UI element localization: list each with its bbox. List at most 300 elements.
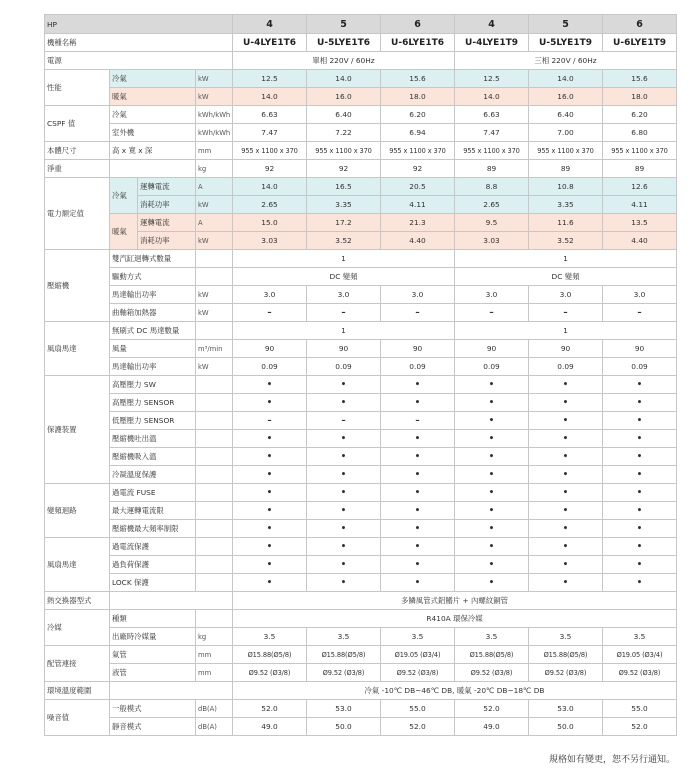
section-label: 風扇馬達 — [45, 322, 110, 376]
empty-cell — [110, 682, 233, 700]
table-row — [45, 664, 677, 682]
unit-cell — [196, 466, 233, 484]
table-row — [45, 52, 677, 70]
sub-label: LOCK 保護 — [110, 574, 196, 592]
value-cell: 4.40 — [603, 232, 677, 250]
value-cell: 7.22 — [307, 124, 381, 142]
table-row — [45, 538, 677, 556]
unit-cell — [196, 520, 233, 538]
section-label: 風扇馬達 — [45, 538, 110, 592]
value-cell: 92 — [233, 160, 307, 178]
value-cell: • — [455, 484, 529, 502]
unit-cell: kWh/kWh — [196, 124, 233, 142]
sub-label: 液管 — [110, 664, 196, 682]
value-cell: • — [233, 538, 307, 556]
value-cell: 20.5 — [381, 178, 455, 196]
value-cell: 多鱗風管式鋁鰭片 + 內螺紋銅管 — [233, 592, 677, 610]
unit-cell: kg — [196, 628, 233, 646]
table-row — [45, 196, 677, 214]
value-cell: • — [455, 394, 529, 412]
value-cell: • — [603, 394, 677, 412]
value-cell: Ø9.52 (Ø3/8) — [307, 664, 381, 682]
power-t9: 三相 220V / 60Hz — [455, 52, 677, 70]
value-cell: • — [455, 448, 529, 466]
table-row — [45, 412, 677, 430]
unit-cell — [196, 556, 233, 574]
value-cell: 21.3 — [381, 214, 455, 232]
power-t6: 單相 220V / 60Hz — [233, 52, 455, 70]
value-cell: • — [233, 376, 307, 394]
unit-cell: A — [196, 214, 233, 232]
unit-cell: mm — [196, 142, 233, 160]
unit-cell — [196, 268, 233, 286]
unit-cell — [196, 250, 233, 268]
value-cell: • — [381, 556, 455, 574]
value-cell: 4.11 — [603, 196, 677, 214]
value-cell: 89 — [455, 160, 529, 178]
value-cell: • — [603, 520, 677, 538]
value-cell: • — [529, 412, 603, 430]
value-cell: • — [381, 574, 455, 592]
value-cell: 13.5 — [603, 214, 677, 232]
table-row — [45, 466, 677, 484]
unit-cell — [196, 610, 233, 628]
section-label: 電源 — [45, 52, 233, 70]
value-cell: 5 — [307, 15, 381, 34]
sub-label: 靜音模式 — [110, 718, 196, 736]
model-label: 機種名稱 — [45, 34, 233, 52]
value-cell: 7.47 — [233, 124, 307, 142]
sub-label: 一般模式 — [110, 700, 196, 718]
sub-label: 暖氣 — [110, 88, 196, 106]
table-row — [45, 268, 677, 286]
value-cell: 3.5 — [233, 628, 307, 646]
unit-cell — [196, 430, 233, 448]
sub-label: 馬達輸出功率 — [110, 358, 196, 376]
table-row — [45, 250, 677, 268]
table-row — [45, 358, 677, 376]
value-cell: • — [307, 556, 381, 574]
table-row — [45, 682, 677, 700]
value-cell: • — [233, 574, 307, 592]
value-cell: • — [307, 376, 381, 394]
sub-label: 過電流 FUSE — [110, 484, 196, 502]
sub-label: 消耗功率 — [138, 232, 196, 250]
unit-cell — [196, 394, 233, 412]
sub-label: 壓縮機吸入溫 — [110, 448, 196, 466]
value-cell: 3.0 — [233, 286, 307, 304]
value-cell: 5 — [529, 15, 603, 34]
value-cell: 4.11 — [381, 196, 455, 214]
value-cell: 3.35 — [307, 196, 381, 214]
value-cell: • — [603, 412, 677, 430]
value-cell: • — [233, 430, 307, 448]
unit-cell: kW — [196, 232, 233, 250]
value-cell: 49.0 — [233, 718, 307, 736]
value-cell: 0.09 — [455, 358, 529, 376]
value-cell: U-5LYE1T9 — [529, 34, 603, 52]
unit-cell — [196, 574, 233, 592]
value-cell: 18.0 — [381, 88, 455, 106]
value-cell: • — [455, 556, 529, 574]
value-cell: U-4LYE1T6 — [233, 34, 307, 52]
value-cell: 3.0 — [307, 286, 381, 304]
value-cell: • — [529, 394, 603, 412]
value-cell: 0.09 — [381, 358, 455, 376]
value-cell: 3.5 — [307, 628, 381, 646]
value-cell: • — [381, 502, 455, 520]
table-row — [45, 178, 677, 196]
value-cell: • — [455, 538, 529, 556]
value-cell: 8.8 — [455, 178, 529, 196]
value-cell: 50.0 — [307, 718, 381, 736]
sub-label: 低壓壓力 SENSOR — [110, 412, 196, 430]
value-cell: 90 — [455, 340, 529, 358]
value-cell: • — [529, 556, 603, 574]
sub-label: 曲軸箱加熱器 — [110, 304, 196, 322]
sub-label: 消耗功率 — [138, 196, 196, 214]
value-cell: 3.03 — [455, 232, 529, 250]
value-cell: • — [455, 574, 529, 592]
value-cell: 90 — [307, 340, 381, 358]
table-row — [45, 232, 677, 250]
sub-label: 驅動方式 — [110, 268, 196, 286]
sub-label: 冷氣 — [110, 178, 138, 214]
table-row — [45, 718, 677, 736]
table-row — [45, 484, 677, 502]
unit-cell: kW — [196, 286, 233, 304]
value-cell: • — [307, 502, 381, 520]
table-row — [45, 142, 677, 160]
value-cell: 52.0 — [233, 700, 307, 718]
unit-cell: A — [196, 178, 233, 196]
value-cell: 92 — [307, 160, 381, 178]
value-cell: 90 — [529, 340, 603, 358]
value-cell: Ø19.05 (Ø3/4) — [381, 646, 455, 664]
table-row — [45, 502, 677, 520]
table-row — [45, 34, 677, 52]
sub-label: 室外機 — [110, 124, 196, 142]
value-cell: • — [455, 430, 529, 448]
value-cell: 3.5 — [529, 628, 603, 646]
value-cell: 90 — [233, 340, 307, 358]
sub-label: 壓縮機吐出溫 — [110, 430, 196, 448]
value-cell: • — [233, 520, 307, 538]
value-cell: 12.5 — [233, 70, 307, 88]
value-cell: • — [603, 502, 677, 520]
value-cell: – — [233, 412, 307, 430]
value-cell: 14.0 — [233, 88, 307, 106]
value-cell: 53.0 — [529, 700, 603, 718]
value-cell: 6 — [381, 15, 455, 34]
value-cell: • — [381, 466, 455, 484]
value-cell: • — [381, 430, 455, 448]
value-cell: • — [307, 430, 381, 448]
sub-label: 種類 — [110, 610, 196, 628]
table-row — [45, 15, 677, 34]
value-cell: DC 變頻 — [455, 268, 677, 286]
value-cell: • — [455, 502, 529, 520]
empty-cell — [110, 160, 196, 178]
value-cell: • — [603, 448, 677, 466]
value-cell: • — [455, 376, 529, 394]
unit-cell — [196, 412, 233, 430]
value-cell: • — [233, 394, 307, 412]
value-cell: • — [603, 484, 677, 502]
table-row — [45, 160, 677, 178]
table-row — [45, 70, 677, 88]
value-cell: 955 x 1100 x 370 — [381, 142, 455, 160]
value-cell: • — [381, 394, 455, 412]
value-cell: • — [307, 448, 381, 466]
value-cell: 0.09 — [233, 358, 307, 376]
section-label: 冷媒 — [45, 610, 110, 646]
value-cell: 3.5 — [381, 628, 455, 646]
value-cell: 12.6 — [603, 178, 677, 196]
value-cell: U-6LYE1T9 — [603, 34, 677, 52]
value-cell: 3.5 — [603, 628, 677, 646]
value-cell: Ø15.88(Ø5/8) — [233, 646, 307, 664]
sub-label: 運轉電流 — [138, 214, 196, 232]
sub-label: 高壓壓力 SW — [110, 376, 196, 394]
unit-cell: kW — [196, 358, 233, 376]
sub-label: 過電流保護 — [110, 538, 196, 556]
value-cell: Ø15.88(Ø5/8) — [307, 646, 381, 664]
section-label: 變頻迴路 — [45, 484, 110, 538]
value-cell: • — [529, 520, 603, 538]
value-cell: • — [381, 484, 455, 502]
value-cell: 4 — [233, 15, 307, 34]
unit-cell: dB(A) — [196, 718, 233, 736]
value-cell: 55.0 — [603, 700, 677, 718]
value-cell: – — [603, 304, 677, 322]
value-cell: 3.35 — [529, 196, 603, 214]
unit-cell: kW — [196, 88, 233, 106]
value-cell: 6.40 — [529, 106, 603, 124]
empty-cell — [110, 592, 233, 610]
table-row — [45, 700, 677, 718]
value-cell: 0.09 — [603, 358, 677, 376]
value-cell: 3.0 — [529, 286, 603, 304]
table-row — [45, 376, 677, 394]
value-cell: 89 — [529, 160, 603, 178]
table-row — [45, 340, 677, 358]
table-row — [45, 556, 677, 574]
unit-cell: mm — [196, 646, 233, 664]
section-label: CSPF 值 — [45, 106, 110, 142]
value-cell: 9.5 — [455, 214, 529, 232]
unit-cell — [196, 484, 233, 502]
value-cell: • — [603, 556, 677, 574]
value-cell: • — [307, 394, 381, 412]
section-label: 本體尺寸 — [45, 142, 110, 160]
value-cell: 7.47 — [455, 124, 529, 142]
value-cell: 3.0 — [455, 286, 529, 304]
value-cell: 1 — [233, 322, 455, 340]
value-cell: 955 x 1100 x 370 — [233, 142, 307, 160]
sub-label: 風量 — [110, 340, 196, 358]
value-cell: 6.20 — [381, 106, 455, 124]
value-cell: 6.63 — [455, 106, 529, 124]
value-cell: 15.6 — [381, 70, 455, 88]
value-cell: 53.0 — [307, 700, 381, 718]
table-row — [45, 628, 677, 646]
value-cell: • — [307, 574, 381, 592]
value-cell: • — [381, 520, 455, 538]
section-label: 壓縮機 — [45, 250, 110, 322]
sub-label: 運轉電流 — [138, 178, 196, 196]
value-cell: Ø15.88(Ø5/8) — [455, 646, 529, 664]
unit-cell: mm — [196, 664, 233, 682]
section-label: 淨重 — [45, 160, 110, 178]
value-cell: 6.40 — [307, 106, 381, 124]
value-cell: • — [529, 466, 603, 484]
value-cell: 16.5 — [307, 178, 381, 196]
table-row — [45, 304, 677, 322]
sub-label: 過負荷保護 — [110, 556, 196, 574]
value-cell: 955 x 1100 x 370 — [529, 142, 603, 160]
sub-label: 壓縮機最大頻率制限 — [110, 520, 196, 538]
value-cell: 0.09 — [307, 358, 381, 376]
sub-label: 出廠時冷媒量 — [110, 628, 196, 646]
unit-cell: kg — [196, 160, 233, 178]
unit-cell: kWh/kWh — [196, 106, 233, 124]
section-label: 配管連接 — [45, 646, 110, 682]
value-cell: 7.00 — [529, 124, 603, 142]
value-cell: • — [603, 376, 677, 394]
value-cell: • — [233, 466, 307, 484]
sub-label: 馬達輸出功率 — [110, 286, 196, 304]
value-cell: 2.65 — [233, 196, 307, 214]
value-cell: • — [529, 502, 603, 520]
value-cell: 3.52 — [307, 232, 381, 250]
section-label: 性能 — [45, 70, 110, 106]
table-row — [45, 610, 677, 628]
value-cell: 3.03 — [233, 232, 307, 250]
value-cell: 6.20 — [603, 106, 677, 124]
value-cell: • — [307, 538, 381, 556]
value-cell: • — [603, 538, 677, 556]
spec-table — [44, 14, 677, 736]
value-cell: 92 — [381, 160, 455, 178]
value-cell: 6.80 — [603, 124, 677, 142]
sub-label: 最大運轉電流限 — [110, 502, 196, 520]
value-cell: – — [529, 304, 603, 322]
table-row — [45, 520, 677, 538]
value-cell: • — [529, 448, 603, 466]
table-row — [45, 106, 677, 124]
value-cell: 14.0 — [307, 70, 381, 88]
value-cell: 3.52 — [529, 232, 603, 250]
hp-label: HP — [45, 15, 233, 34]
sub-label: 冷氣 — [110, 70, 196, 88]
value-cell: U-6LYE1T6 — [381, 34, 455, 52]
value-cell: • — [529, 430, 603, 448]
sub-label: 高壓壓力 SENSOR — [110, 394, 196, 412]
value-cell: – — [307, 304, 381, 322]
value-cell: 17.2 — [307, 214, 381, 232]
unit-cell: dB(A) — [196, 700, 233, 718]
section-label: 熱交換器型式 — [45, 592, 110, 610]
value-cell: 52.0 — [603, 718, 677, 736]
value-cell: – — [381, 412, 455, 430]
value-cell: • — [603, 430, 677, 448]
value-cell: • — [603, 466, 677, 484]
value-cell: – — [307, 412, 381, 430]
unit-cell — [196, 502, 233, 520]
value-cell: 90 — [381, 340, 455, 358]
value-cell: 冷氣 -10℃ DB~46℃ DB, 暖氣 -20℃ DB~18℃ DB — [233, 682, 677, 700]
value-cell: 11.6 — [529, 214, 603, 232]
value-cell: 4.40 — [381, 232, 455, 250]
value-cell: 3.5 — [455, 628, 529, 646]
table-row — [45, 286, 677, 304]
value-cell: 6 — [603, 15, 677, 34]
footer-note: 規格如有變更，恕不另行通知。 — [548, 755, 675, 765]
value-cell: • — [381, 448, 455, 466]
value-cell: Ø9.52 (Ø3/8) — [381, 664, 455, 682]
value-cell: 15.0 — [233, 214, 307, 232]
value-cell: • — [529, 376, 603, 394]
value-cell: 1 — [233, 250, 455, 268]
table-row — [45, 322, 677, 340]
value-cell: – — [455, 304, 529, 322]
value-cell: 14.0 — [455, 88, 529, 106]
value-cell: 1 — [455, 250, 677, 268]
value-cell: • — [455, 520, 529, 538]
unit-cell: m³/min — [196, 340, 233, 358]
value-cell: • — [529, 574, 603, 592]
value-cell: • — [233, 556, 307, 574]
section-label: 電力額定值 — [45, 178, 110, 250]
value-cell: U-5LYE1T6 — [307, 34, 381, 52]
value-cell: • — [529, 484, 603, 502]
value-cell: 52.0 — [381, 718, 455, 736]
value-cell: 14.0 — [529, 70, 603, 88]
value-cell: R410A 環保冷媒 — [233, 610, 677, 628]
value-cell: 6.94 — [381, 124, 455, 142]
table-row — [45, 214, 677, 232]
unit-cell: kW — [196, 196, 233, 214]
value-cell: • — [381, 376, 455, 394]
section-label: 保護裝置 — [45, 376, 110, 484]
unit-cell — [196, 376, 233, 394]
section-label: 環境溫度範圍 — [45, 682, 110, 700]
section-label: 噪音值 — [45, 700, 110, 736]
unit-cell — [196, 538, 233, 556]
unit-cell — [196, 448, 233, 466]
value-cell: 3.0 — [603, 286, 677, 304]
value-cell: • — [233, 484, 307, 502]
table-row — [45, 124, 677, 142]
table-row — [45, 430, 677, 448]
value-cell: 55.0 — [381, 700, 455, 718]
sub-label: 氣管 — [110, 646, 196, 664]
value-cell: • — [233, 502, 307, 520]
value-cell: • — [233, 448, 307, 466]
value-cell: 14.0 — [233, 178, 307, 196]
value-cell: 15.6 — [603, 70, 677, 88]
value-cell: 49.0 — [455, 718, 529, 736]
sub-label: 高 x 寬 x 深 — [110, 142, 196, 160]
spec-sheet — [44, 14, 676, 736]
sub-label: 冷氣 — [110, 106, 196, 124]
unit-cell — [196, 322, 233, 340]
value-cell: 1 — [455, 322, 677, 340]
value-cell: • — [307, 520, 381, 538]
value-cell: Ø9.52 (Ø3/8) — [529, 664, 603, 682]
value-cell: 12.5 — [455, 70, 529, 88]
